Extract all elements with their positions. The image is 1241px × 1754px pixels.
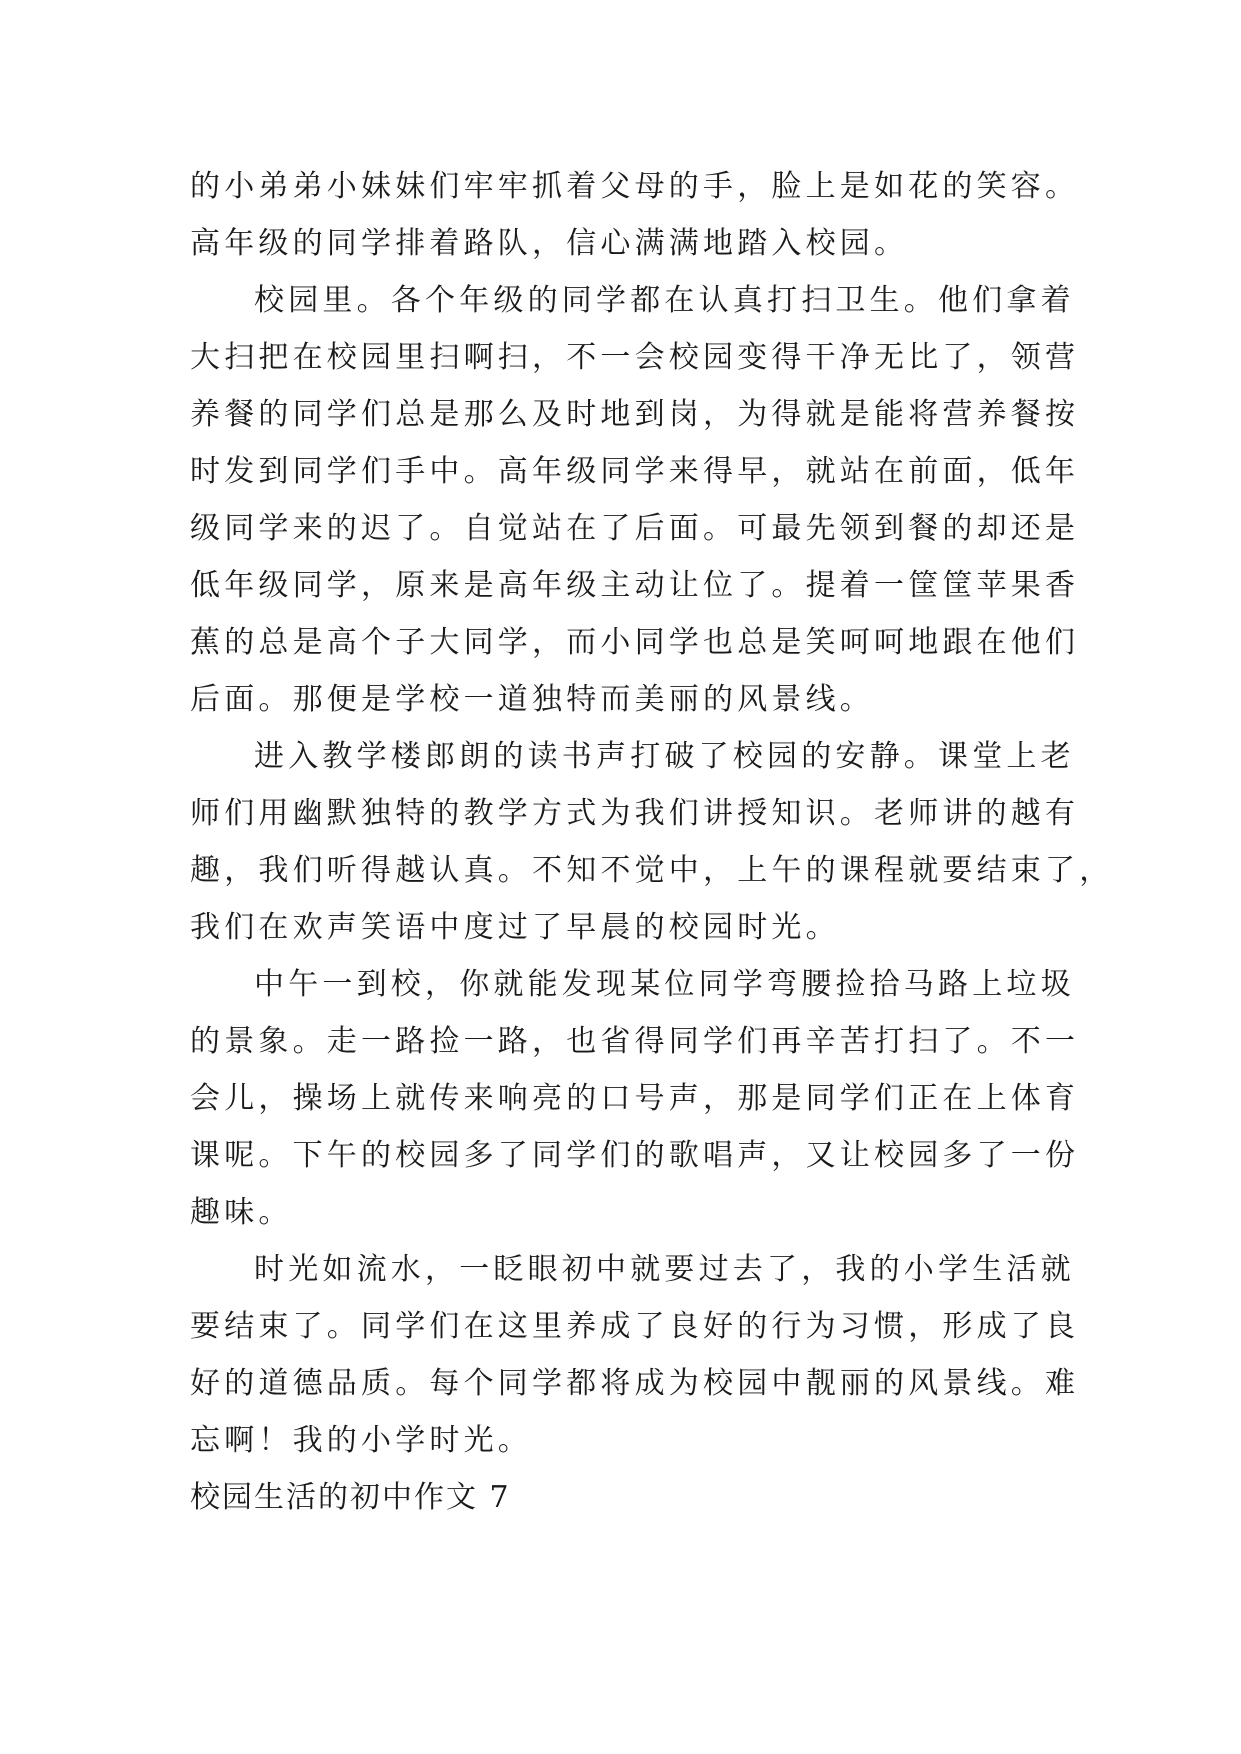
- text-line: 师们用幽默独特的教学方式为我们讲授知识。老师讲的越有: [190, 796, 1080, 831]
- text-line: 后面。那便是学校一道独特而美丽的风景线。: [190, 682, 874, 717]
- paragraph-first-line: 进入教学楼郎朗的读书声打破了校园的安静。课堂上老: [254, 739, 1075, 774]
- text-line: 我们在欢声笑语中度过了早晨的校园时光。: [190, 910, 840, 945]
- text-line: 忘啊！我的小学时光。: [190, 1423, 532, 1458]
- text-line: 时发到同学们手中。高年级同学来得早，就站在前面，低年: [190, 454, 1080, 489]
- text-line: 高年级的同学排着路队，信心满满地踏入校园。: [190, 226, 909, 261]
- text-line: 趣，我们听得越认真。不知不觉中，上午的课程就要结束了，: [190, 853, 1114, 888]
- paragraph-first-line: 时光如流水，一眨眼初中就要过去了，我的小学生活就: [254, 1252, 1075, 1287]
- text-line: 养餐的同学们总是那么及时地到岗，为得就是能将营养餐按: [190, 397, 1080, 432]
- text-line: 的小弟弟小妹妹们牢牢抓着父母的手，脸上是如花的笑容。: [190, 169, 1080, 204]
- paragraph-first-line: 校园里。各个年级的同学都在认真打扫卫生。他们拿着: [254, 283, 1075, 318]
- text-line: 低年级同学，原来是高年级主动让位了。提着一筐筐苹果香: [190, 568, 1080, 603]
- section-heading: 校园生活的初中作文 7: [190, 1480, 511, 1515]
- text-line: 要结束了。同学们在这里养成了良好的行为习惯，形成了良: [190, 1309, 1080, 1344]
- text-line: 课呢。下午的校园多了同学们的歌唱声，又让校园多了一份: [190, 1138, 1080, 1173]
- essay-body: [190, 158, 1114, 1526]
- text-line: 会儿，操场上就传来响亮的口号声，那是同学们正在上体育: [190, 1081, 1080, 1116]
- text-line: 趣味。: [190, 1195, 293, 1230]
- text-line: 蕉的总是高个子大同学，而小同学也总是笑呵呵地跟在他们: [190, 625, 1080, 660]
- text-line: 大扫把在校园里扫啊扫，不一会校园变得干净无比了，领营: [190, 340, 1080, 375]
- paragraph-first-line: 中午一到校，你就能发现某位同学弯腰捡拾马路上垃圾: [254, 967, 1075, 1002]
- text-line: 的景象。走一路捡一路，也省得同学们再辛苦打扫了。不一: [190, 1024, 1080, 1059]
- text-line: 好的道德品质。每个同学都将成为校园中靓丽的风景线。难: [190, 1366, 1080, 1401]
- text-line: 级同学来的迟了。自觉站在了后面。可最先领到餐的却还是: [190, 511, 1080, 546]
